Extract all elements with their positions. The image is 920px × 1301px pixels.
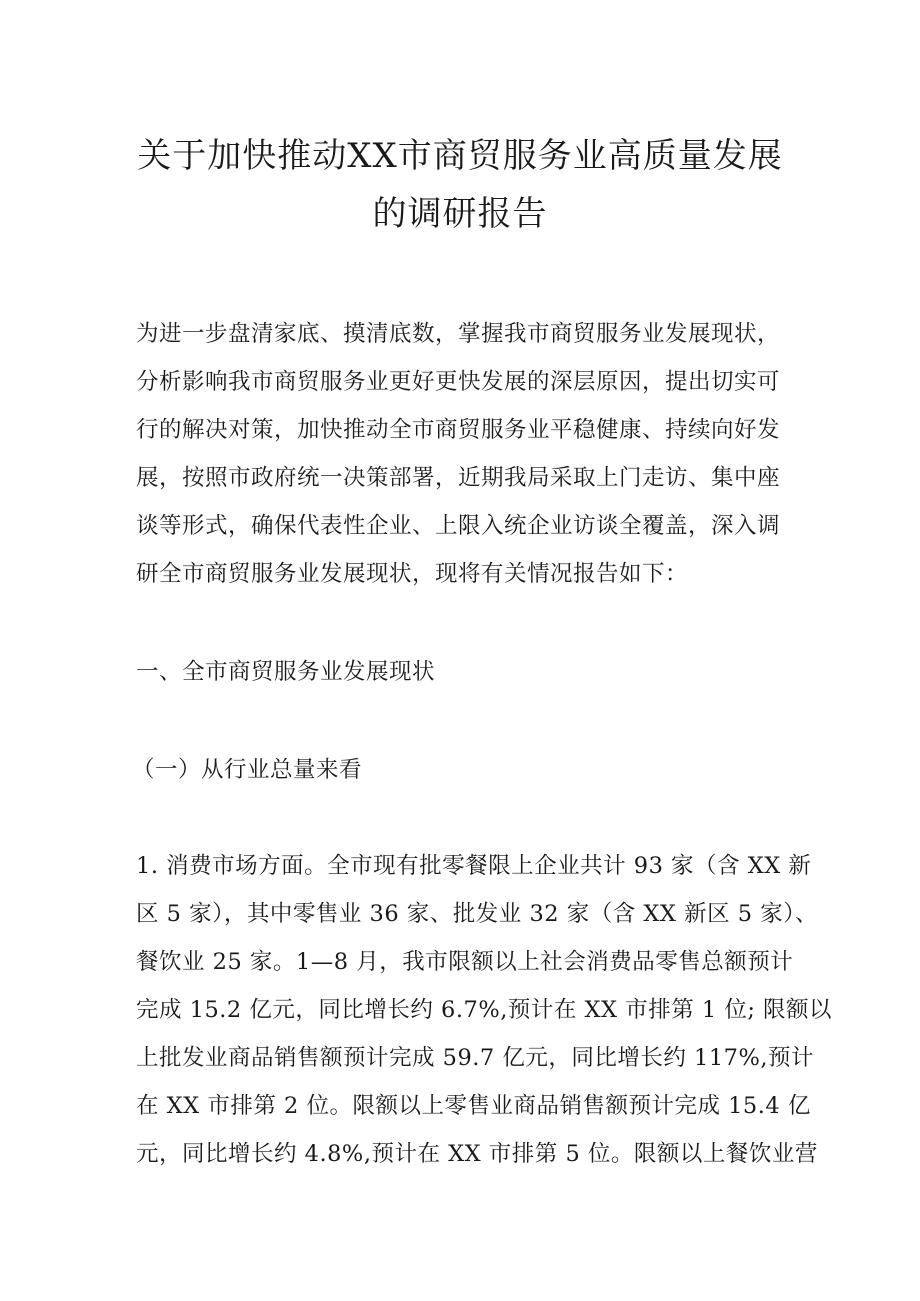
item-line: 区 5 家），其中零售业 36 家、批发业 32 家（含 XX 新区 5 家）、 [136,901,818,927]
item-line: 在 XX 市排第 2 位。限额以上零售业商品销售额预计完成 15.4 亿 [136,1093,811,1119]
intro-line: 谈等形式，确保代表性企业、上限入统企业访谈全覆盖，深入调 [136,513,781,539]
intro-line: 研全市商贸服务业发展现状，现将有关情况报告如下： [136,561,689,587]
subsection-heading: （一）从行业总量来看 [132,757,363,783]
item-line: 1. 消费市场方面。全市现有批零餐限上企业共计 93 家（含 XX 新 [136,853,812,879]
document-title-line-2: 的调研报告 [372,194,548,234]
item-line: 餐饮业 25 家。1—8 月，我市限额以上社会消费品零售总额预计 [136,949,794,975]
intro-line: 展，按照市政府统一决策部署，近期我局采取上门走访、集中座 [136,465,781,491]
document-title-line-1: 关于加快推动XX市商贸服务业高质量发展 [137,136,783,176]
intro-line: 为进一步盘清家底、摸清底数，掌握我市商贸服务业发展现状， [136,321,781,347]
intro-line: 分析影响我市商贸服务业更好更快发展的深层原因，提出切实可 [136,369,781,395]
item-line: 上批发业商品销售额预计完成 59.7 亿元，同比增长约 117%,预计 [136,1045,815,1071]
intro-line: 行的解决对策，加快推动全市商贸服务业平稳健康、持续向好发 [136,417,781,443]
section-heading: 一、全市商贸服务业发展现状 [136,659,436,685]
item-line: 元，同比增长约 4.8%,预计在 XX 市排第 5 位。限额以上餐饮业营 [136,1141,818,1167]
item-line: 完成 15.2 亿元，同比增长约 6.7%,预计在 XX 市排第 1 位; 限额以 [136,997,833,1023]
